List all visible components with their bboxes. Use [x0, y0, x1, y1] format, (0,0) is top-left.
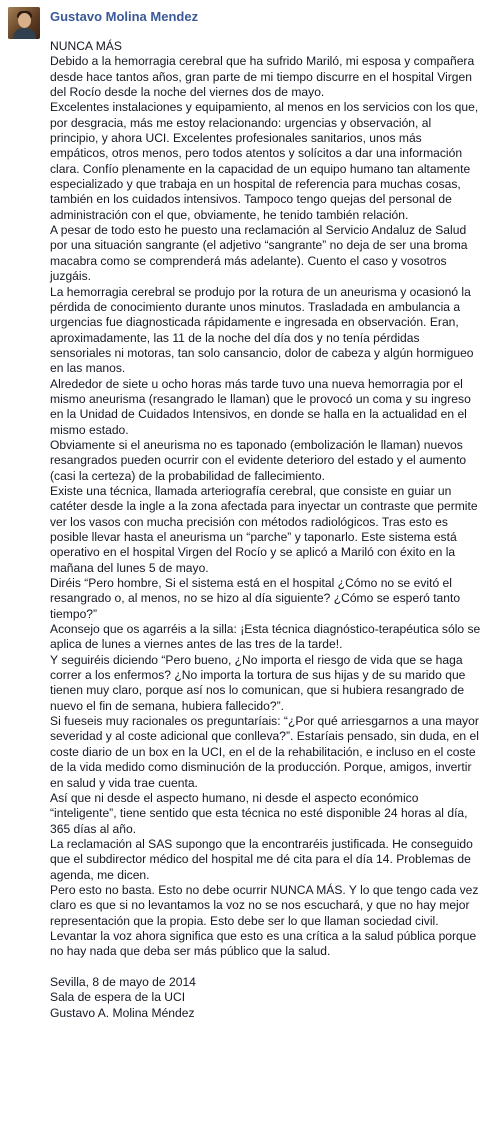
- post-paragraph: Levantar la voz ahora significa que esto es una crítica a la salud pública porque no hay nada que deba ser más público que la salud.: [50, 928, 477, 959]
- post-paragraph: La reclamación al SAS supongo que la encontraréis justificada. He conseguido que el subdirector médico del hospital me dé cita para el día 14. Problemas de agenda, me dicen.: [50, 836, 473, 882]
- post-body: [50, 39, 482, 1021]
- post-paragraph: Diréis “Pero hombre, Si el sistema está en el hospital ¿Cómo no se evitó el resangrado o, al menos, no se hizo al día siguiente? ¿Cómo se esperó tanto tiempo?”: [50, 576, 461, 621]
- post-paragraph: Y seguiréis diciendo “Pero bueno, ¿No importa el riesgo de vida que se haga correr a los enfermos? ¿No importa la tortura de sus hijas y de su marido que tienen muy claro, porque así nos lo comunican, que si hubiera resangrado de nuevo el fin de semana, hubiera fallecido?”.: [50, 652, 466, 713]
- post-title: NUNCA MÁS: [50, 39, 122, 53]
- avatar-face: [18, 13, 31, 28]
- paragraph-spacer: [50, 960, 482, 975]
- post-paragraph: Pero esto no basta. Esto no debe ocurrir NUNCA MÁS. Y lo que tengo cada vez claro es que si no levantamos la voz no se nos escuchará, y que no hay mejor representación que la propia. Esto debe ser lo que llaman sociedad civil.: [50, 882, 479, 928]
- signature-location: Sala de espera de la UCI: [50, 990, 186, 1005]
- post-paragraph: Si fueseis muy racionales os preguntaríais: “¿Por qué arriesgarnos a una mayor severidad y al coste adicional que conlleva?”. Estaríais pensado, sin duda, en el coste diario de un box en la UCI, en el de la rehabilitación, e incluso en el coste de la vida medido como disminución de la producción. Porque, amigos, invertir en salud y vida trae cuenta.: [50, 714, 479, 790]
- post-paragraph: Así que ni desde el aspecto humano, ni desde el aspecto económico “inteligente”, tiene sentido que esta técnica no esté disponible 24 horas al día, 365 días al año.: [50, 790, 468, 836]
- post-paragraph: Obviamente si el aneurisma no es taponado (embolización le llaman) nuevos resangrados pueden ocurrir con el evidente deterioro del estado y el aumento (casi la certeza) de la probabilidad de fallecimiento.: [50, 437, 467, 483]
- post-paragraph: Excelentes instalaciones y equipamiento, al menos en los servicios con los que, por desgracia, más me estoy relacionando: urgencias y observación, al principio, y ahora UCI. Excelentes profesionales sanitarios, unos más empáticos, otros menos, pero todos atentos y solícitos a dar una información clara. Confío plenamente en la capacidad de un equipo humano tan altamente especializado y que trabaja en un hospital de referencia para muchas cosas, también en los cuidados intensivos. Tampoco tengo quejas del personal de administración con el que, obviamente, he tenido también relación.: [50, 100, 479, 222]
- signature-place-date: Sevilla, 8 de mayo de 2014: [50, 974, 196, 989]
- author-avatar[interactable]: [8, 7, 40, 39]
- avatar-shoulders: [13, 28, 36, 39]
- author-name-link[interactable]: Gustavo Molina Mendez: [50, 9, 199, 24]
- post-paragraph: A pesar de todo esto he puesto una reclamación al Servicio Andaluz de Salud por una situación sangrante (el adjetivo “sangrante” no deja de ser una broma macabra como se comprenderá más adelante). Cuento el caso y vosotros juzgáis.: [50, 223, 468, 284]
- post-paragraph: Aconsejo que os agarréis a la silla: ¡Esta técnica diagnóstico-terapéutica sólo se aplica de lunes a viernes antes de las tres de la tarde!.: [50, 622, 481, 652]
- post-paragraph: Existe una técnica, llamada arteriografía cerebral, que consiste en guiar un catéter desde la ingle a la zona afectada para inyectar un contraste que permite ver los vasos con mucha precisión con métodos radiológicos. Tras esto es posible llevar hasta el aneurisma un “parche” y taponarlo. Este sistema está operativo en el hospital Virgen del Rocío y se aplicó a Mariló con éxito en la mañana del lunes 5 de mayo.: [50, 483, 478, 575]
- post-paragraph: La hemorragia cerebral se produjo por la rotura de un aneurisma y ocasionó la pérdida de conocimiento durante unos minutos. Trasladada en ambulancia a urgencias fue diagnosticada rápidamente e ingresada en observación. Eran, aproximadamente, las 11 de la noche del día dos y no tenía pérdidas sensoriales ni motoras, tan solo cansancio, dolor de cabeza y algún hormigueo en las manos.: [50, 284, 474, 376]
- post-paragraph: Alrededor de siete u ocho horas más tarde tuvo una nueva hemorragia por el mismo aneurisma (resangrado le llaman) que le provocó un coma y su ingreso en la Unidad de Cuidados Intensivos, en donde se halla en la actualidad en el mismo estado.: [50, 376, 471, 437]
- post-paragraph: Debido a la hemorragia cerebral que ha sufrido Mariló, mi esposa y compañera desde hace tantos años, gran parte de mi tiempo discurre en el hospital Virgen del Rocío desde la noche del viernes dos de mayo.: [50, 54, 475, 100]
- signature-name: Gustavo A. Molina Méndez: [50, 1005, 195, 1020]
